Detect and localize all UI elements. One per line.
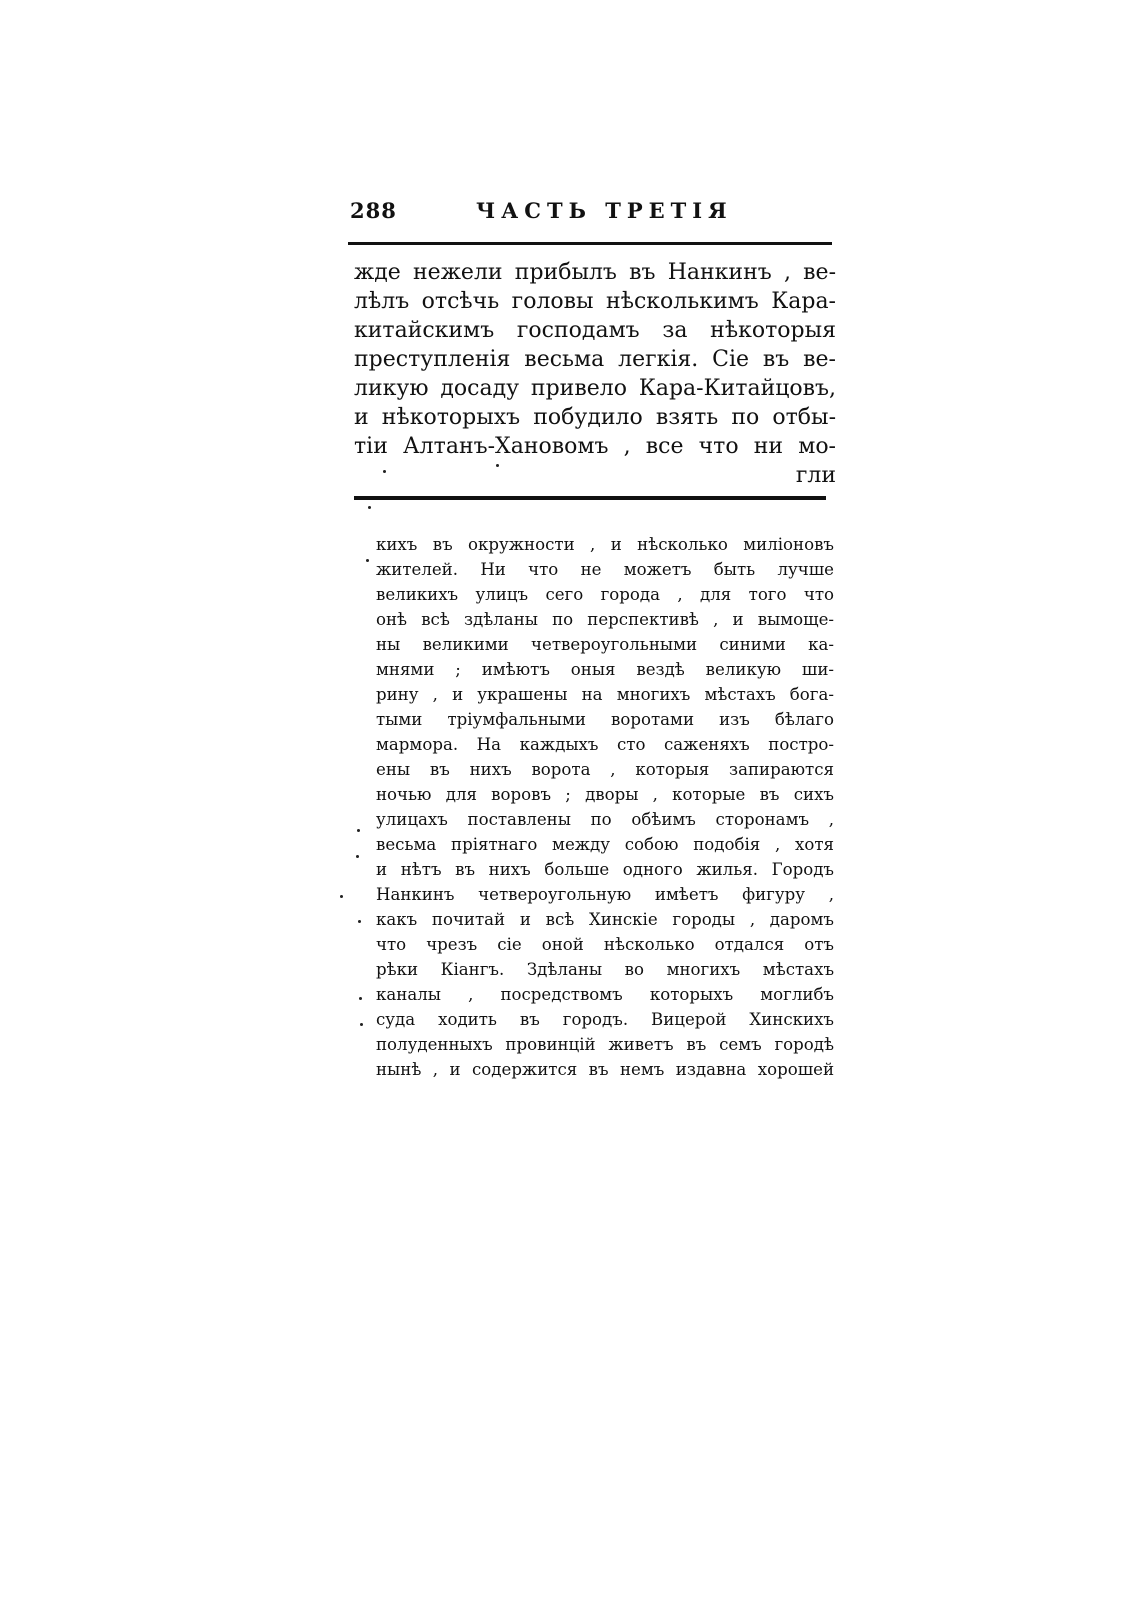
scan-speck [496,464,499,467]
scan-speck [360,1023,363,1026]
running-title: ЧАСТЬ ТРЕТІЯ [476,198,733,223]
text-line: ликую досаду привело Кара-Китайцовъ, [354,376,836,401]
text-line: кихъ въ окружности , и нѣсколько миліоновъ [376,535,834,554]
text-line: ены въ нихъ ворота , которыя запираются [376,760,834,779]
text-line: ны великими четвероугольными синими ка- [376,635,834,654]
lower-text-block [376,532,834,1082]
text-line: рину , и украшены на многихъ мѣстахъ бога- [376,685,834,704]
text-line: Нанкинъ четвероугольную имѣетъ фигуру , [376,885,834,904]
text-line: лѣлъ отсѣчь головы нѣсколькимъ Кара- [354,289,836,314]
text-line: какъ почитай и всѣ Хинскіе городы , даромъ [376,910,834,929]
scan-speck [340,895,343,898]
text-line: полуденныхъ провинцій живетъ въ семъ городѣ [376,1035,834,1054]
text-line: жде нежели прибылъ въ Нанкинъ , ве- [354,260,836,285]
text-line: тіи Алтанъ-Хановомъ , все что ни мо- [354,434,836,459]
text-line: рѣки Кіангъ. Здѣланы во многихъ мѣстахъ [376,960,834,979]
scan-speck [359,997,362,1000]
scan-speck [358,920,361,923]
text-line: нынѣ , и содержится въ немъ издавна хорошей [376,1060,834,1079]
upper-text-block [354,258,836,490]
text-line: каналы , посредствомъ которыхъ моглибъ [376,985,834,1004]
catchword: гли [795,463,836,488]
text-line: китайскимъ господамъ за нѣкоторыя [354,318,836,343]
scan-speck [368,506,371,509]
page-number: 288 [350,198,397,223]
text-line: преступленія весьма легкія. Сіе въ ве- [354,347,836,372]
text-line: весьма пріятнаго между собою подобія , хотя [376,835,834,854]
text-line: улицахъ поставлены по обѣимъ сторонамъ , [376,810,834,829]
text-line: онѣ всѣ здѣланы по перспективѣ , и вымоще- [376,610,834,629]
text-line: суда ходить въ городъ. Вицерой Хинскихъ [376,1010,834,1029]
text-line: мнями ; имѣютъ оныя вездѣ великую ши- [376,660,834,679]
text-line: великихъ улицъ сего города , для того что [376,585,834,604]
page-header [350,198,830,232]
scan-speck [366,559,369,562]
scan-speck [356,855,359,858]
text-line: и нѣтъ въ нихъ больше одного жилья. Городъ [376,860,834,879]
scan-speck [357,829,360,832]
text-line: жителей. Ни что не можетъ быть лучше [376,560,834,579]
text-line: ночью для воровъ ; дворы , которые въ сихъ [376,785,834,804]
text-line: и нѣкоторыхъ побудило взять по отбы- [354,405,836,430]
text-line: мармора. На каждыхъ сто саженяхъ постро- [376,735,834,754]
header-rule [348,242,832,245]
text-line: что чрезъ сіе оной нѣсколько отдался отъ [376,935,834,954]
scan-speck [383,470,386,473]
page-break-rule [354,496,826,500]
text-line: тыми тріумфальными воротами изъ бѣлаго [376,710,834,729]
